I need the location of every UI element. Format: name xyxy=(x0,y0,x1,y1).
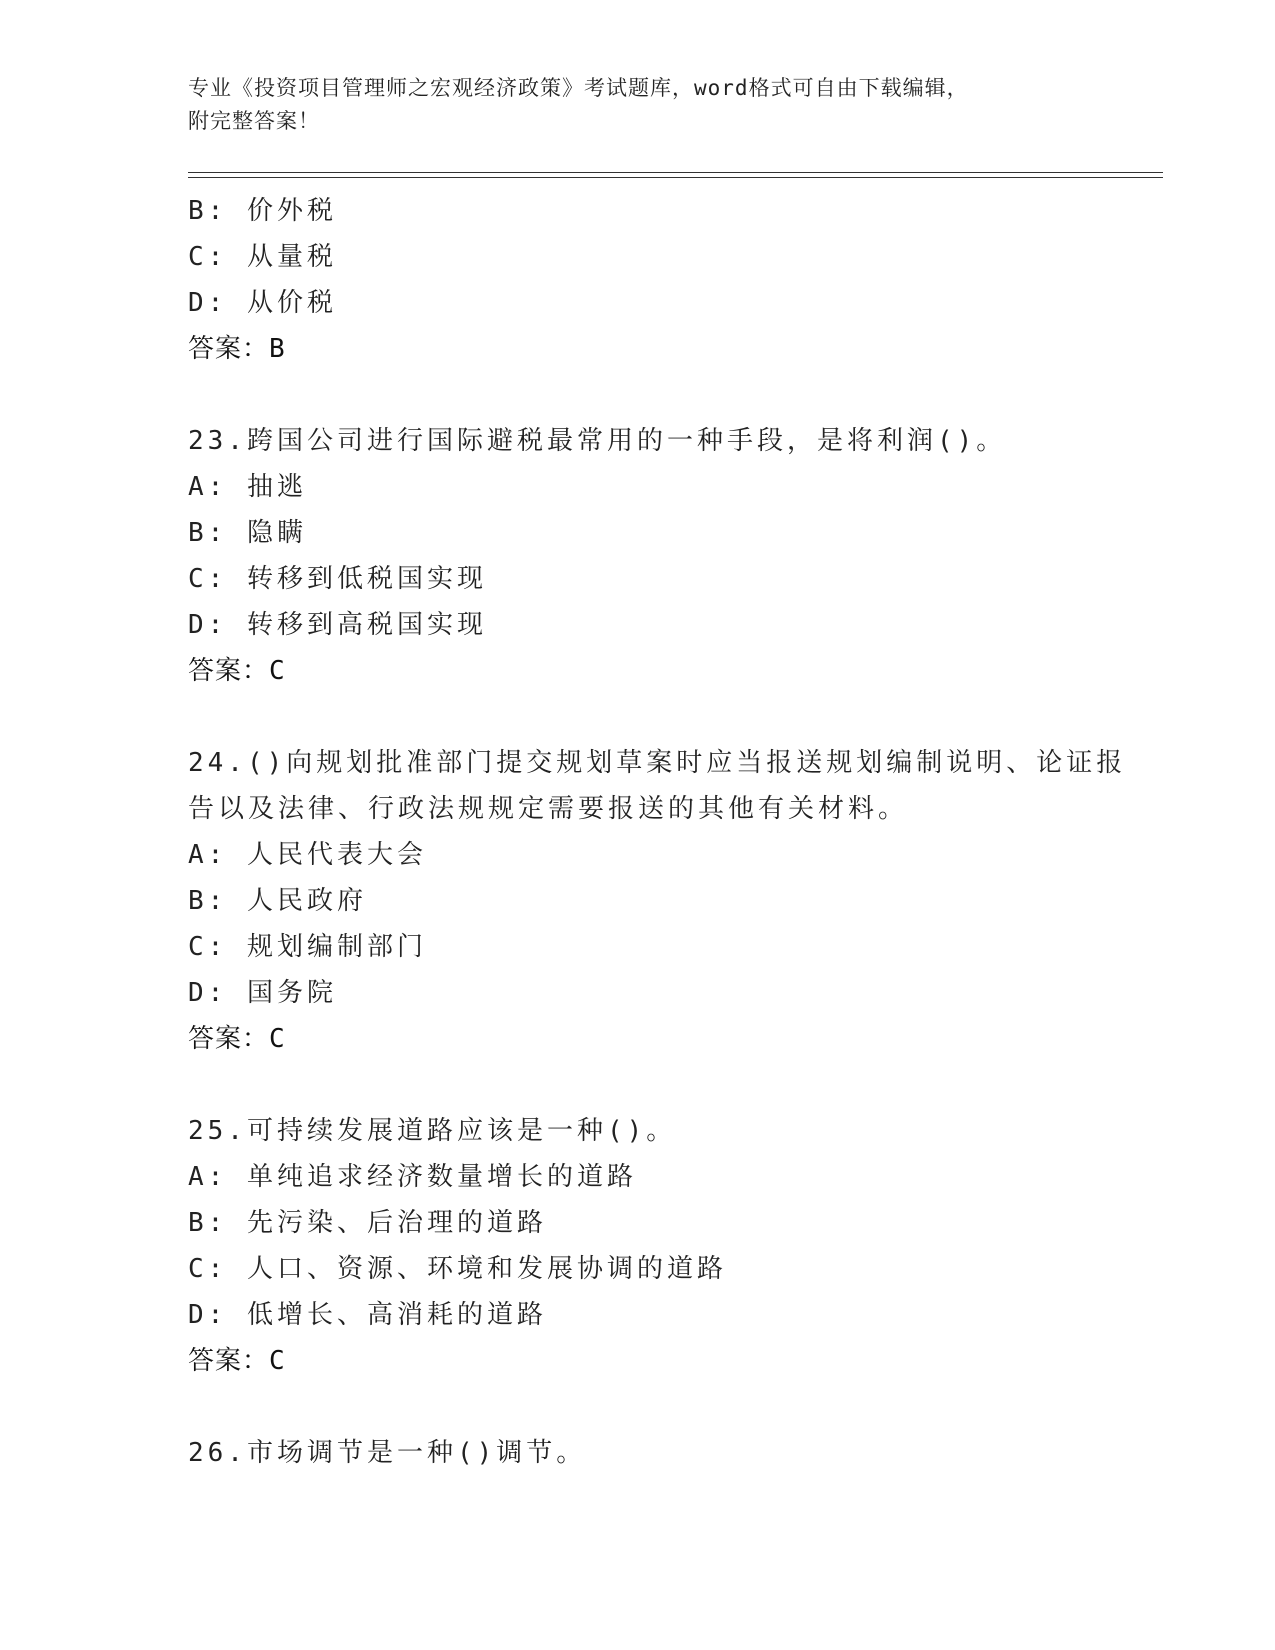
answer: 答案：C xyxy=(188,1346,286,1376)
question-stem-line-2: 告以及法律、行政法规规定需要报送的其他有关材料。 xyxy=(188,794,909,824)
option-b: B: 先污染、后治理的道路 xyxy=(188,1208,547,1238)
header-line-1: 专业《投资项目管理师之宏观经济政策》考试题库，word格式可自由下载编辑， xyxy=(188,76,969,100)
option-a: A: 抽逃 xyxy=(188,472,307,502)
spacer xyxy=(188,1062,1108,1108)
option-c: C: 人口、资源、环境和发展协调的道路 xyxy=(188,1254,727,1284)
answer: 答案：C xyxy=(188,1024,286,1054)
option-a: A: 单纯追求经济数量增长的道路 xyxy=(188,1162,637,1192)
answer: 答案：B xyxy=(188,334,286,364)
question-25 xyxy=(188,1108,1108,1384)
option-b: B: 隐瞒 xyxy=(188,518,307,548)
question-stem-line-1: 24.()向规划批准部门提交规划草案时应当报送规划编制说明、论证报 xyxy=(188,748,1127,778)
question-22-continued xyxy=(188,188,1108,372)
header-line-2: 附完整答案！ xyxy=(188,109,320,133)
question-24 xyxy=(188,740,1127,1062)
option-c: C: 转移到低税国实现 xyxy=(188,564,487,594)
option-d: D: 低增长、高消耗的道路 xyxy=(188,1300,547,1330)
header-rule-bottom xyxy=(188,177,1163,178)
spacer xyxy=(188,1384,1108,1430)
option-d: D: 从价税 xyxy=(188,288,337,318)
option-b: B: 价外税 xyxy=(188,196,337,226)
question-list xyxy=(188,188,1127,1476)
header-rule-top xyxy=(188,172,1163,173)
option-a: A: 人民代表大会 xyxy=(188,840,427,870)
option-d: D: 转移到高税国实现 xyxy=(188,610,487,640)
answer: 答案：C xyxy=(188,656,286,686)
question-23 xyxy=(188,418,1108,694)
question-26 xyxy=(188,1430,1108,1476)
question-stem: 25.可持续发展道路应该是一种()。 xyxy=(188,1116,677,1146)
document-header xyxy=(188,72,1088,138)
option-c: C: 规划编制部门 xyxy=(188,932,427,962)
question-stem: 26.市场调节是一种()调节。 xyxy=(188,1438,587,1468)
option-b: B: 人民政府 xyxy=(188,886,367,916)
option-c: C: 从量税 xyxy=(188,242,337,272)
spacer xyxy=(188,372,1108,418)
spacer xyxy=(188,694,1108,740)
question-stem: 23.跨国公司进行国际避税最常用的一种手段，是将利润()。 xyxy=(188,426,1007,456)
option-d: D: 国务院 xyxy=(188,978,337,1008)
